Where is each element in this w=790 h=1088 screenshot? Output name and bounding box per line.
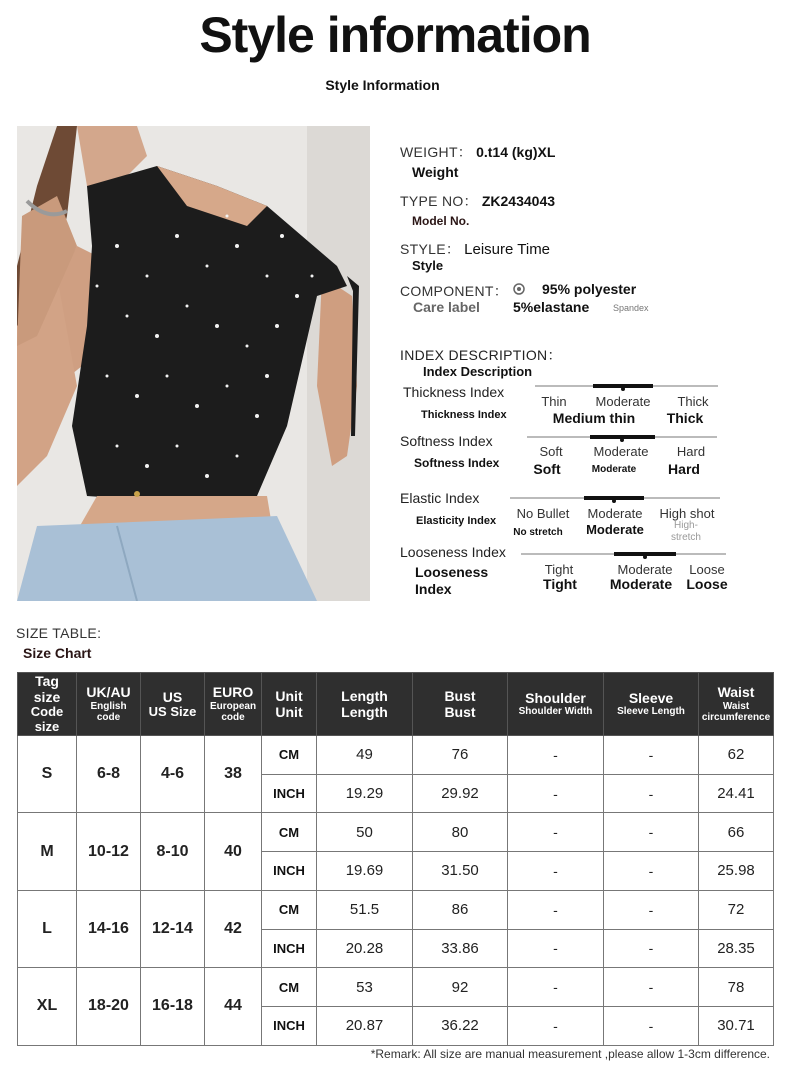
header-us-main: US [162,688,183,705]
thickness-pointer [621,387,625,391]
table-row [18,736,774,775]
elastic-opt-high: High shot [659,506,715,521]
cell-sleeve: - [604,968,699,1007]
cell-waist: 24.41 [699,774,774,813]
thickness-label: Thickness Index [403,384,505,400]
cell-length: 20.28 [317,929,413,968]
index-subtitle: Index Description [423,364,533,379]
cell-tag: M [18,813,77,890]
component-value2-sub: Spandex [613,303,649,313]
care-label: Care label [413,299,480,315]
elastic-grey-right-2: stretch [670,532,701,543]
cell-unit: CM [262,968,317,1007]
cell-us: 8-10 [141,813,205,890]
cell-bust: 86 [413,890,508,929]
cell-waist: 66 [699,813,774,852]
looseness-pointer [643,555,647,559]
looseness-bold-right: Loose [686,576,728,592]
size-table-subtitle: Size Chart [23,645,92,661]
cell-shoulder: - [508,852,604,891]
thickness-opt-moderate: Moderate [595,394,651,409]
looseness-opt-moderate: Moderate [617,562,673,577]
weight-key: WEIGHT： [400,144,473,160]
cell-sleeve: - [604,852,699,891]
header-sleeve [604,673,699,736]
size-table-header [18,673,774,736]
component-value: 95% polyester [542,281,637,297]
header-euro [205,673,262,736]
header-uk [77,673,141,736]
softness-label: Softness Index [400,433,493,449]
cell-length: 20.87 [317,1006,413,1045]
cell-shoulder: - [508,929,604,968]
type-key: TYPE NO： [400,193,478,209]
header-length-main: Length [341,687,388,704]
weight-row [400,142,555,162]
cell-bust: 36.22 [413,1006,508,1045]
cell-length: 53 [317,968,413,1007]
cell-bust: 29.92 [413,774,508,813]
type-row [400,191,555,211]
header-bust-sub: Bust [444,704,476,721]
header-unit [262,673,317,736]
cell-euro: 40 [205,813,262,890]
softness-small-mid: Moderate [591,464,637,475]
header-length-sub: Length [341,704,388,721]
looseness-opt-loose: Loose [689,562,725,577]
cell-waist: 62 [699,736,774,775]
softness-sub: Softness Index [414,456,500,470]
cell-unit: INCH [262,929,317,968]
header-waist-main: Waist [717,684,755,701]
table-row [18,813,774,852]
header-sleeve-sub: Sleeve Length [617,706,685,718]
cell-waist: 78 [699,968,774,1007]
cell-waist: 30.71 [699,1006,774,1045]
header-unit-sub: Unit [275,704,303,721]
elastic-bold-mid: Moderate [586,522,644,537]
cell-us: 4-6 [141,736,205,813]
looseness-bold-mid: Moderate [609,576,673,592]
cell-uk: 14-16 [77,890,141,967]
type-sub: Model No. [412,214,470,228]
cell-tag: L [18,890,77,967]
header-shoulder-sub: Shoulder Width [518,706,593,718]
softness-opt-hard: Hard [676,444,706,459]
cell-unit: CM [262,736,317,775]
elastic-sub: Elasticity Index [416,515,497,527]
header-length [317,673,413,736]
elastic-small-left: No stretch [513,527,563,538]
cell-tag: XL [18,968,77,1045]
product-photo [17,126,370,601]
header-euro-sub: European code [209,700,257,724]
cell-shoulder: - [508,1006,604,1045]
cell-sleeve: - [604,813,699,852]
cell-bust: 31.50 [413,852,508,891]
table-row [18,890,774,929]
weight-sub: Weight [412,164,459,180]
cell-bust: 33.86 [413,929,508,968]
cell-shoulder: - [508,968,604,1007]
header-tag-main: Tag size [33,673,61,706]
cell-sleeve: - [604,774,699,813]
component-key: COMPONENT： [400,283,508,299]
index-title: INDEX DESCRIPTION： [400,347,562,363]
cell-euro: 44 [205,968,262,1045]
thickness-opt-thin: Thin [541,394,567,409]
cell-shoulder: - [508,813,604,852]
cell-bust: 76 [413,736,508,775]
softness-pointer [620,438,624,442]
header-waist [699,673,774,736]
cell-us: 12-14 [141,890,205,967]
thickness-sub: Thickness Index [421,409,507,421]
elastic-pointer [612,499,616,503]
page-title: Style information [199,7,591,63]
header-euro-main: EURO [212,684,254,701]
cell-uk: 10-12 [77,813,141,890]
cell-shoulder: - [508,890,604,929]
cell-length: 49 [317,736,413,775]
softness-opt-soft: Soft [539,444,563,459]
cell-sleeve: - [604,736,699,775]
elastic-label: Elastic Index [400,490,480,506]
looseness-label: Looseness Index [400,544,506,560]
cell-sleeve: - [604,1006,699,1045]
cell-unit: INCH [262,774,317,813]
looseness-opt-tight: Tight [544,562,574,577]
style-value: Leisure Time [464,241,551,258]
model-image [17,126,370,601]
type-value: ZK2434043 [481,193,556,209]
cell-shoulder: - [508,774,604,813]
cell-waist: 25.98 [699,852,774,891]
header-shoulder-main: Shoulder [525,690,586,707]
thickness-selected-right: Thick [666,410,704,426]
cell-length: 50 [317,813,413,852]
component-value2: 5%elastane [513,299,590,315]
cell-length: 19.29 [317,774,413,813]
cell-unit: CM [262,813,317,852]
cell-uk: 6-8 [77,736,141,813]
care-icon [513,282,525,294]
cell-unit: INCH [262,1006,317,1045]
cell-us: 16-18 [141,968,205,1045]
style-row [400,239,550,259]
cell-euro: 42 [205,890,262,967]
softness-bold-left: Soft [533,461,561,477]
elastic-opt-moderate: Moderate [587,506,643,521]
cell-bust: 92 [413,968,508,1007]
size-table [17,672,774,1046]
cell-euro: 38 [205,736,262,813]
header-us [141,673,205,736]
size-table-title: SIZE TABLE: [16,625,102,641]
header-uk-main: UK/AU [86,684,131,701]
header-uk-sub: English code [90,700,127,724]
cell-unit: CM [262,890,317,929]
header-tag-sub: Code size [30,704,64,735]
weight-value: 0.t14 (kg)XL [476,144,556,160]
cell-sleeve: - [604,929,699,968]
table-row [18,968,774,1007]
cell-length: 51.5 [317,890,413,929]
cell-bust: 80 [413,813,508,852]
looseness-sub-2: Index [415,581,452,597]
thickness-selected-mid: Medium thin [552,410,636,426]
header-us-sub: US Size [148,703,197,719]
softness-opt-moderate: Moderate [593,444,649,459]
cell-unit: INCH [262,852,317,891]
header-bust-main: Bust [444,687,476,704]
component-row [400,281,508,301]
cell-sleeve: - [604,890,699,929]
cell-uk: 18-20 [77,968,141,1045]
style-sub: Style [412,258,444,273]
cell-length: 19.69 [317,852,413,891]
header-tag [18,673,77,736]
header-shoulder [508,673,604,736]
header-unit-main: Unit [275,687,303,704]
cell-tag: S [18,736,77,813]
remark-note: *Remark: All size are manual measurement ,please allow 1-3cm difference. [370,1047,770,1061]
header-bust [413,673,508,736]
cell-waist: 28.35 [699,929,774,968]
softness-bold-right: Hard [668,461,700,477]
elastic-grey-right-1: High- [674,520,698,531]
cell-shoulder: - [508,736,604,775]
thickness-opt-thick: Thick [677,394,709,409]
elastic-opt-none: No Bullet [516,506,570,521]
style-key: STYLE： [400,241,461,257]
header-waist-sub: Waist circumference [701,700,771,724]
header-sleeve-main: Sleeve [628,690,674,707]
page-subtitle: Style Information [325,77,440,93]
cell-waist: 72 [699,890,774,929]
looseness-bold-left: Tight [543,576,577,592]
looseness-sub-1: Looseness [415,564,489,580]
